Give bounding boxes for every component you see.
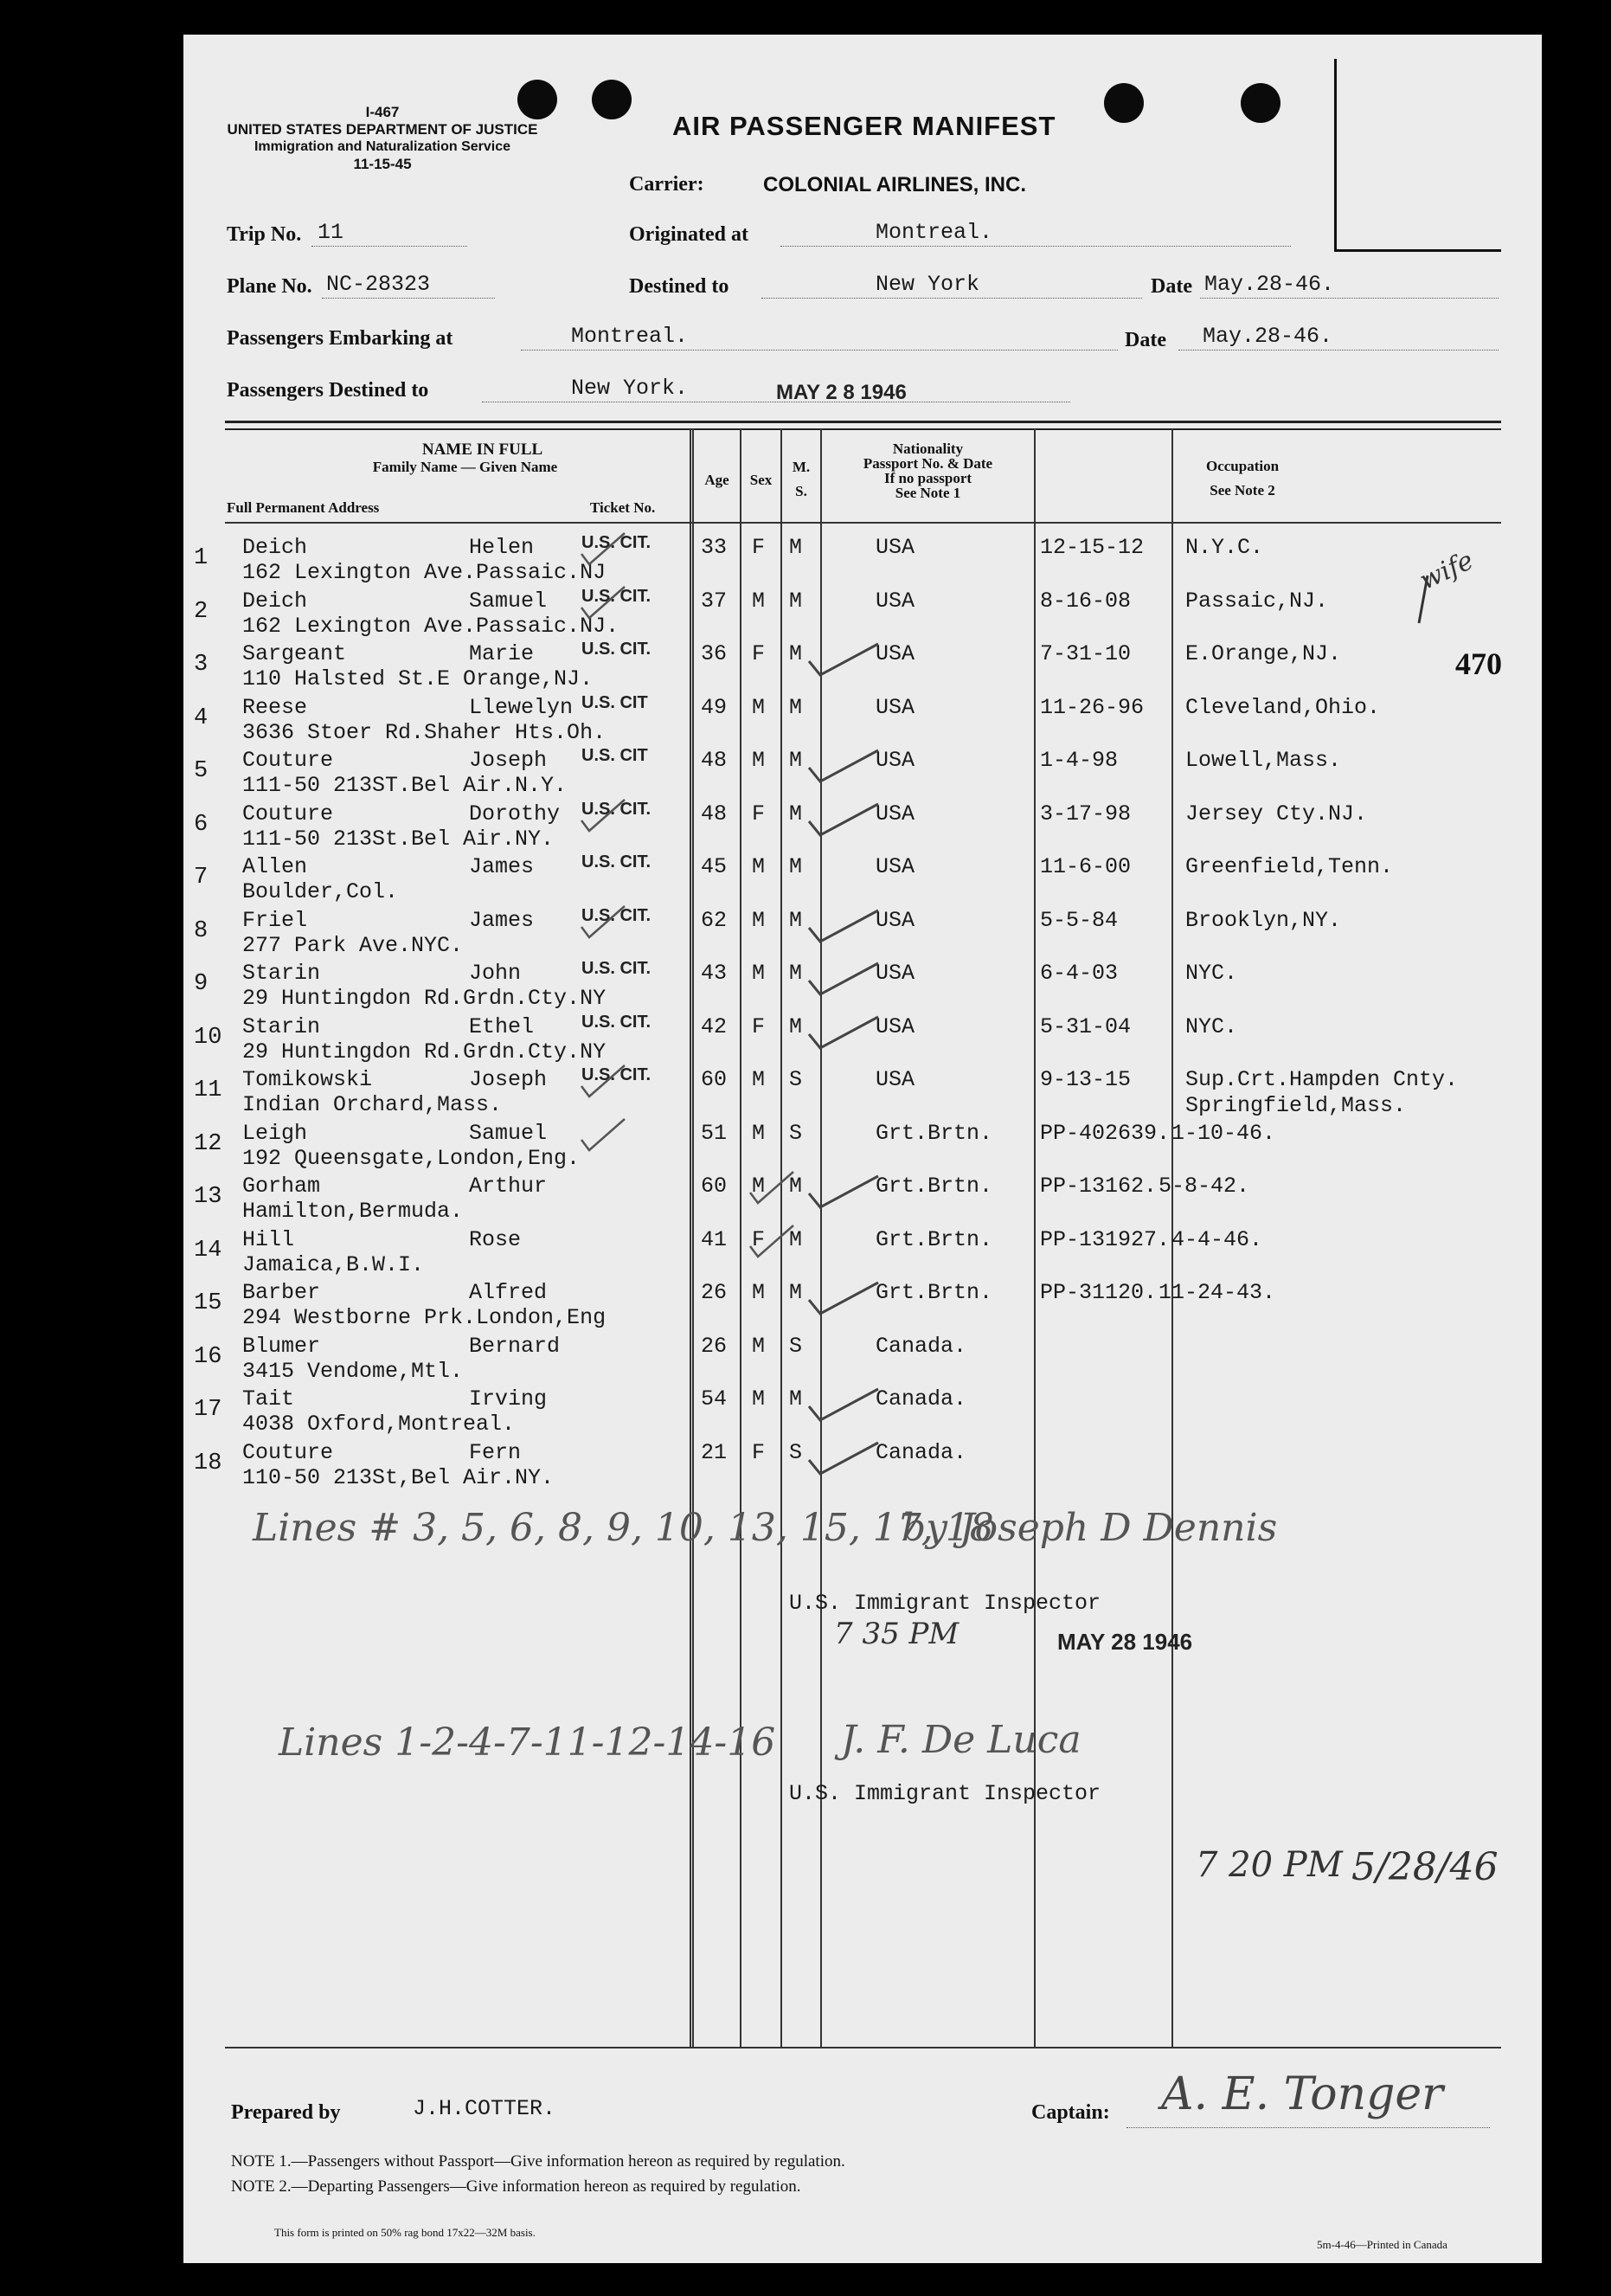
row-number: 2 xyxy=(194,599,209,625)
occupation: 11-6-00 xyxy=(1040,854,1132,879)
row-number: 14 xyxy=(194,1238,222,1264)
manifest-page xyxy=(183,35,1542,2263)
citizen-stamp: U.S. CIT xyxy=(581,746,648,765)
check-mark xyxy=(805,1276,883,1319)
row-number: 10 xyxy=(194,1025,222,1051)
lines-note-2: Lines 1-2-4-7-11-12-14-16 xyxy=(279,1720,776,1765)
nationality: USA xyxy=(876,641,915,666)
row-number: 18 xyxy=(194,1450,222,1476)
family-name: Deich xyxy=(242,588,308,614)
nationality: USA xyxy=(876,588,915,614)
family-name: Allen xyxy=(242,854,308,879)
age: 60 xyxy=(701,1174,728,1199)
family-name: Tait xyxy=(242,1386,295,1412)
marital-status: M xyxy=(789,1280,803,1305)
occupation: PP-31120. xyxy=(1040,1280,1158,1305)
plane-label: Plane No. xyxy=(227,275,312,298)
captain-signature: A. E. Tonger xyxy=(1161,2068,1443,2120)
embarking-underline xyxy=(521,350,1118,351)
manifest-title: AIR PASSENGER MANIFEST xyxy=(672,111,1056,141)
address: Indian Orchard,Mass. xyxy=(242,1092,503,1117)
family-name: Friel xyxy=(242,908,308,933)
age: 48 xyxy=(701,748,728,773)
carrier-label: Carrier: xyxy=(629,173,704,196)
given-name: Alfred xyxy=(469,1280,548,1305)
row-number: 8 xyxy=(194,918,209,944)
date-underline xyxy=(1200,298,1499,299)
sex: M xyxy=(752,854,766,879)
citizen-stamp: U.S. CIT. xyxy=(581,852,651,871)
given-name: Rose xyxy=(469,1227,522,1252)
corner-box xyxy=(1334,59,1501,252)
citizen-stamp: U.S. CIT xyxy=(581,693,648,712)
marital-status: M xyxy=(789,801,803,826)
print-code: 5m-4-46—Printed in Canada xyxy=(1317,2238,1447,2251)
family-name: Barber xyxy=(242,1280,321,1305)
punch-hole xyxy=(592,80,632,119)
address: 277 Park Ave.NYC. xyxy=(242,933,464,958)
marital-status: M xyxy=(789,588,803,614)
marital-status: S xyxy=(789,1440,803,1465)
col-occ-2: See Note 2 xyxy=(1210,482,1275,498)
carrier-value: COLONIAL AIRLINES, INC. xyxy=(763,173,1027,196)
given-name: Marie xyxy=(469,641,535,666)
embarking-value: Montreal. xyxy=(571,324,689,349)
row-number: 12 xyxy=(194,1131,222,1157)
occupation: 5-5-84 xyxy=(1040,908,1119,933)
originated-underline xyxy=(780,246,1291,247)
nationality: USA xyxy=(876,961,915,986)
sex: M xyxy=(752,1067,766,1092)
row-number: 11 xyxy=(194,1077,222,1103)
occupation-extra: Greenfield,Tenn. xyxy=(1185,854,1394,879)
punch-hole xyxy=(1104,83,1144,123)
occupation: 3-17-98 xyxy=(1040,801,1132,826)
table-header-rule xyxy=(225,522,1501,524)
col-nat-1: Nationality xyxy=(892,441,964,457)
age: 51 xyxy=(701,1121,728,1146)
marital-status: M xyxy=(789,1014,803,1039)
embarking-label: Passengers Embarking at xyxy=(227,327,453,350)
name-check-mark xyxy=(577,528,629,571)
destined-underline xyxy=(761,298,1142,299)
age: 33 xyxy=(701,535,728,560)
sex: M xyxy=(752,961,766,986)
date2-value: May.28-46. xyxy=(1203,324,1333,349)
given-name: Bernard xyxy=(469,1334,561,1359)
sex: M xyxy=(752,695,766,720)
address: 4038 Oxford,Montreal. xyxy=(242,1412,516,1437)
sex: M xyxy=(752,1334,766,1359)
address: 111-50 213ST.Bel Air.N.Y. xyxy=(242,773,568,798)
date2-label: Date xyxy=(1125,329,1166,351)
sex: F xyxy=(752,535,766,560)
marital-status: M xyxy=(789,748,803,773)
originated-label: Originated at xyxy=(629,223,748,246)
bracket-mark xyxy=(1410,571,1436,632)
marital-status: M xyxy=(789,1174,803,1199)
row-number: 5 xyxy=(194,758,209,784)
department: UNITED STATES DEPARTMENT OF JUSTICE xyxy=(227,121,538,138)
print-info: This form is printed on 50% rag bond 17x22—32M basis. xyxy=(274,2226,536,2239)
nationality: USA xyxy=(876,1067,915,1092)
row-number: 6 xyxy=(194,812,209,838)
form-header xyxy=(209,104,555,173)
nationality: Grt.Brtn. xyxy=(876,1121,993,1146)
family-name: Leigh xyxy=(242,1121,308,1146)
col-ms-header xyxy=(782,459,820,500)
occupation: 6-4-03 xyxy=(1040,961,1119,986)
form-number: I-467 xyxy=(365,104,400,120)
sex: F xyxy=(752,801,766,826)
check-mark xyxy=(805,956,883,1000)
row-number: 7 xyxy=(194,865,209,891)
col-name-title: NAME IN FULL xyxy=(421,441,543,459)
sex: F xyxy=(752,1014,766,1039)
age: 36 xyxy=(701,641,728,666)
name-check-mark xyxy=(577,582,629,625)
name-check-mark xyxy=(577,901,629,944)
address: 294 Westborne Prk.London,Eng xyxy=(242,1305,607,1330)
col-age-header: Age xyxy=(704,472,729,488)
sex: M xyxy=(752,1280,766,1305)
nationality: USA xyxy=(876,748,915,773)
marital-status: S xyxy=(789,1334,803,1359)
address: 29 Huntingdon Rd.Grdn.Cty.NY xyxy=(242,1039,607,1064)
marital-status: M xyxy=(789,1227,803,1252)
col-rule xyxy=(692,428,694,2047)
name-check-mark xyxy=(577,794,629,838)
marital-status: M xyxy=(789,535,803,560)
occupation: 7-31-10 xyxy=(1040,641,1132,666)
marital-status: S xyxy=(789,1121,803,1146)
row-number: 9 xyxy=(194,971,209,997)
address: 3415 Vendome,Mtl. xyxy=(242,1359,464,1384)
occupation-extra: 4-4-46. xyxy=(1171,1227,1263,1252)
occupation-extra-2: Springfield,Mass. xyxy=(1185,1093,1407,1118)
occupation-extra: Jersey Cty.NJ. xyxy=(1185,801,1368,826)
nationality: Grt.Brtn. xyxy=(876,1227,993,1252)
given-name: James xyxy=(469,854,535,879)
marital-status: M xyxy=(789,961,803,986)
col-occupation-header xyxy=(1173,454,1312,503)
sex: M xyxy=(752,1386,766,1412)
destined-value: New York xyxy=(876,272,980,297)
age: 41 xyxy=(701,1227,728,1252)
col-nat-3: If no passport xyxy=(883,470,972,486)
given-name: John xyxy=(469,961,522,986)
marital-status: M xyxy=(789,854,803,879)
plane-underline xyxy=(322,298,495,299)
trip-label: Trip No. xyxy=(227,223,302,246)
nationality: Canada. xyxy=(876,1334,967,1359)
address: 162 Lexington Ave.Passaic.NJ. xyxy=(242,614,619,639)
address: Boulder,Col. xyxy=(242,879,399,904)
time-note-2: 7 20 PM xyxy=(1196,1845,1343,1885)
given-name: Samuel xyxy=(469,1121,548,1146)
note-1-text: NOTE 1.—Passengers without Passport—Give information hereon as required by regulation. xyxy=(231,2152,845,2171)
inspector-signature-2: J. F. De Luca xyxy=(841,1718,1081,1762)
pax-destined-label: Passengers Destined to xyxy=(227,379,429,402)
col-rule xyxy=(690,428,691,2047)
occupation: 1-4-98 xyxy=(1040,748,1119,773)
occupation-extra: Lowell,Mass. xyxy=(1185,748,1342,773)
age: 60 xyxy=(701,1067,728,1092)
col-nat-4: See Note 1 xyxy=(895,485,961,501)
citizen-stamp: U.S. CIT. xyxy=(581,906,651,925)
citizen-stamp: U.S. CIT. xyxy=(581,587,651,606)
form-date: 11-15-45 xyxy=(353,156,412,172)
captain-label: Captain: xyxy=(1031,2101,1110,2124)
address: 111-50 213St.Bel Air.NY. xyxy=(242,826,555,852)
date2-underline xyxy=(1178,350,1499,351)
given-name: Helen xyxy=(469,535,535,560)
given-name: Joseph xyxy=(469,1067,548,1092)
address: 3636 Stoer Rd.Shaher Hts.Oh. xyxy=(242,720,607,745)
sex: M xyxy=(752,588,766,614)
given-name: Arthur xyxy=(469,1174,548,1199)
age: 43 xyxy=(701,961,728,986)
col-ms-m: M. xyxy=(792,459,811,475)
destined-label: Destined to xyxy=(629,275,729,298)
row-number: 13 xyxy=(194,1184,222,1210)
wife-note: wife xyxy=(1415,545,1479,596)
occupation-extra: NYC. xyxy=(1185,1014,1238,1039)
occupation-extra: Cleveland,Ohio. xyxy=(1185,695,1381,720)
occupation: 12-15-12 xyxy=(1040,535,1145,560)
given-name: Irving xyxy=(469,1386,548,1412)
occupation: 8-16-08 xyxy=(1040,588,1132,614)
check-mark xyxy=(805,1169,883,1212)
table-top-rule xyxy=(225,421,1501,423)
check-mark xyxy=(805,1010,883,1053)
nationality: Grt.Brtn. xyxy=(876,1280,993,1305)
family-name: Deich xyxy=(242,535,308,560)
check-mark xyxy=(805,1436,883,1479)
note-2 xyxy=(231,2177,801,2196)
punch-hole xyxy=(1241,83,1280,123)
table-top-rule-2 xyxy=(225,428,1501,430)
citizen-stamp: U.S. CIT. xyxy=(581,1013,651,1032)
inspector-signature-1: by Joseph D Dennis xyxy=(902,1506,1278,1550)
age: 54 xyxy=(701,1386,728,1412)
marital-status: S xyxy=(789,1067,803,1092)
service: Immigration and Naturalization Service xyxy=(254,139,511,154)
address: 162 Lexington Ave.Passaic.NJ xyxy=(242,560,607,585)
row-number: 1 xyxy=(194,545,209,571)
family-name: Sargeant xyxy=(242,641,347,666)
address: 110-50 213St,Bel Air.NY. xyxy=(242,1465,555,1490)
row-number: 16 xyxy=(194,1344,222,1370)
lines-note-1: Lines # 3, 5, 6, 8, 9, 10, 13, 15, 17, 18 xyxy=(253,1506,994,1550)
given-name: Llewelyn xyxy=(469,695,574,720)
given-name: Dorothy xyxy=(469,801,561,826)
occupation: 5-31-04 xyxy=(1040,1014,1132,1039)
address: 110 Halsted St.E Orange,NJ. xyxy=(242,666,594,691)
col-address-header: Full Permanent Address xyxy=(227,499,380,516)
family-name: Blumer xyxy=(242,1334,321,1359)
col-sex-header: Sex xyxy=(749,472,773,488)
nationality: USA xyxy=(876,908,915,933)
address: Hamilton,Bermuda. xyxy=(242,1199,464,1224)
name-check-mark xyxy=(746,1167,798,1210)
received-stamp: MAY 2 8 1946 xyxy=(776,381,907,404)
nationality: Canada. xyxy=(876,1440,967,1465)
sex: M xyxy=(752,908,766,933)
name-check-mark xyxy=(577,1060,629,1103)
check-mark xyxy=(805,1382,883,1425)
col-ms-s: S. xyxy=(795,483,807,499)
given-name: Ethel xyxy=(469,1014,535,1039)
occupation-extra: 11-24-43. xyxy=(1159,1280,1276,1305)
side-note-470: 470 xyxy=(1455,646,1502,681)
prepared-value: J.H.COTTER. xyxy=(413,2096,556,2121)
occupation-extra: NYC. xyxy=(1185,961,1238,986)
given-name: Samuel xyxy=(469,588,548,614)
family-name: Couture xyxy=(242,748,334,773)
date-stamp-2: MAY 28 1946 xyxy=(1057,1629,1193,1655)
col-occ-1: Occupation xyxy=(1205,458,1280,474)
marital-status: M xyxy=(789,641,803,666)
family-name: Reese xyxy=(242,695,308,720)
occupation: 11-26-96 xyxy=(1040,695,1145,720)
date-value: May.28-46. xyxy=(1204,272,1335,297)
nationality: Grt.Brtn. xyxy=(876,1174,993,1199)
nationality: USA xyxy=(876,1014,915,1039)
date-note: 5/28/46 xyxy=(1351,1845,1499,1889)
sex: F xyxy=(752,1227,766,1252)
trip-underline xyxy=(311,246,467,247)
row-number: 15 xyxy=(194,1290,222,1316)
inspector-label-2: U.S. Immigrant Inspector xyxy=(789,1781,1101,1806)
occupation-extra: 5-8-42. xyxy=(1159,1174,1250,1199)
sex: F xyxy=(752,641,766,666)
occupation: PP-131927. xyxy=(1040,1227,1171,1252)
plane-value: NC-28323 xyxy=(326,272,431,297)
check-mark xyxy=(805,743,883,787)
row-number: 3 xyxy=(194,652,209,678)
check-mark xyxy=(805,797,883,840)
nationality: USA xyxy=(876,801,915,826)
citizen-stamp: U.S. CIT. xyxy=(581,800,651,819)
age: 48 xyxy=(701,801,728,826)
marital-status: M xyxy=(789,908,803,933)
nationality: USA xyxy=(876,695,915,720)
citizen-stamp: U.S. CIT. xyxy=(581,1065,651,1084)
sex: F xyxy=(752,1440,766,1465)
family-name: Gorham xyxy=(242,1174,321,1199)
row-number: 17 xyxy=(194,1397,222,1423)
nationality: USA xyxy=(876,854,915,879)
sex: M xyxy=(752,1121,766,1146)
prepared-label: Prepared by xyxy=(231,2101,341,2124)
row-number: 4 xyxy=(194,705,209,731)
given-name: James xyxy=(469,908,535,933)
check-mark xyxy=(805,637,883,680)
inspector-label-1: U.S. Immigrant Inspector xyxy=(789,1591,1101,1616)
occupation: 9-13-15 xyxy=(1040,1067,1132,1092)
given-name: Fern xyxy=(469,1440,522,1465)
occupation: PP-13162. xyxy=(1040,1174,1158,1199)
occupation-extra: 1-10-46. xyxy=(1171,1121,1276,1146)
time-note-1: 7 35 PM xyxy=(834,1617,960,1651)
note-1 xyxy=(231,2152,845,2171)
nationality: Canada. xyxy=(876,1386,967,1412)
family-name: Couture xyxy=(242,1440,334,1465)
occupation-extra: Passaic,NJ. xyxy=(1185,588,1329,614)
address: Jamaica,B.W.I. xyxy=(242,1252,425,1277)
sex: M xyxy=(752,748,766,773)
name-check-mark xyxy=(577,1114,629,1157)
trip-value: 11 xyxy=(318,220,344,245)
col-nationality-header xyxy=(822,441,1034,500)
check-mark xyxy=(805,904,883,947)
age: 49 xyxy=(701,695,728,720)
occupation-extra: N.Y.C. xyxy=(1185,535,1264,560)
family-name: Starin xyxy=(242,961,321,986)
occupation-extra: Sup.Crt.Hampden Cnty. xyxy=(1185,1067,1459,1092)
age: 26 xyxy=(701,1334,728,1359)
col-nat-2: Passport No. & Date xyxy=(863,455,993,472)
col-rule xyxy=(740,428,741,2047)
name-check-mark xyxy=(746,1220,798,1264)
col-name-sub: Family Name — Given Name xyxy=(372,459,558,475)
occupation: PP-402639. xyxy=(1040,1121,1171,1146)
occupation-extra: Brooklyn,NY. xyxy=(1185,908,1342,933)
family-name: Starin xyxy=(242,1014,321,1039)
family-name: Couture xyxy=(242,801,334,826)
family-name: Hill xyxy=(242,1227,295,1252)
originated-value: Montreal. xyxy=(876,220,993,245)
col-ticket-header: Ticket No. xyxy=(590,499,656,516)
sex: M xyxy=(752,1174,766,1199)
date-label: Date xyxy=(1151,275,1192,298)
pax-destined-value: New York. xyxy=(571,376,689,401)
captain-underline xyxy=(1126,2127,1490,2128)
age: 62 xyxy=(701,908,728,933)
given-name: Joseph xyxy=(469,748,548,773)
citizen-stamp: U.S. CIT. xyxy=(581,533,651,552)
col-name-header xyxy=(225,441,688,476)
occupation-extra: E.Orange,NJ. xyxy=(1185,641,1342,666)
age: 26 xyxy=(701,1280,728,1305)
marital-status: M xyxy=(789,1386,803,1412)
note-2-text: NOTE 2.—Departing Passengers—Give information hereon as required by regulation. xyxy=(231,2177,801,2196)
address: 29 Huntingdon Rd.Grdn.Cty.NY xyxy=(242,986,607,1011)
address: 192 Queensgate,London,Eng. xyxy=(242,1146,581,1171)
marital-status: M xyxy=(789,695,803,720)
nationality: USA xyxy=(876,535,915,560)
age: 42 xyxy=(701,1014,728,1039)
age: 21 xyxy=(701,1440,728,1465)
footer-top-rule xyxy=(225,2047,1501,2048)
age: 37 xyxy=(701,588,728,614)
age: 45 xyxy=(701,854,728,879)
citizen-stamp: U.S. CIT. xyxy=(581,959,651,978)
family-name: Tomikowski xyxy=(242,1067,373,1092)
citizen-stamp: U.S. CIT. xyxy=(581,640,651,659)
